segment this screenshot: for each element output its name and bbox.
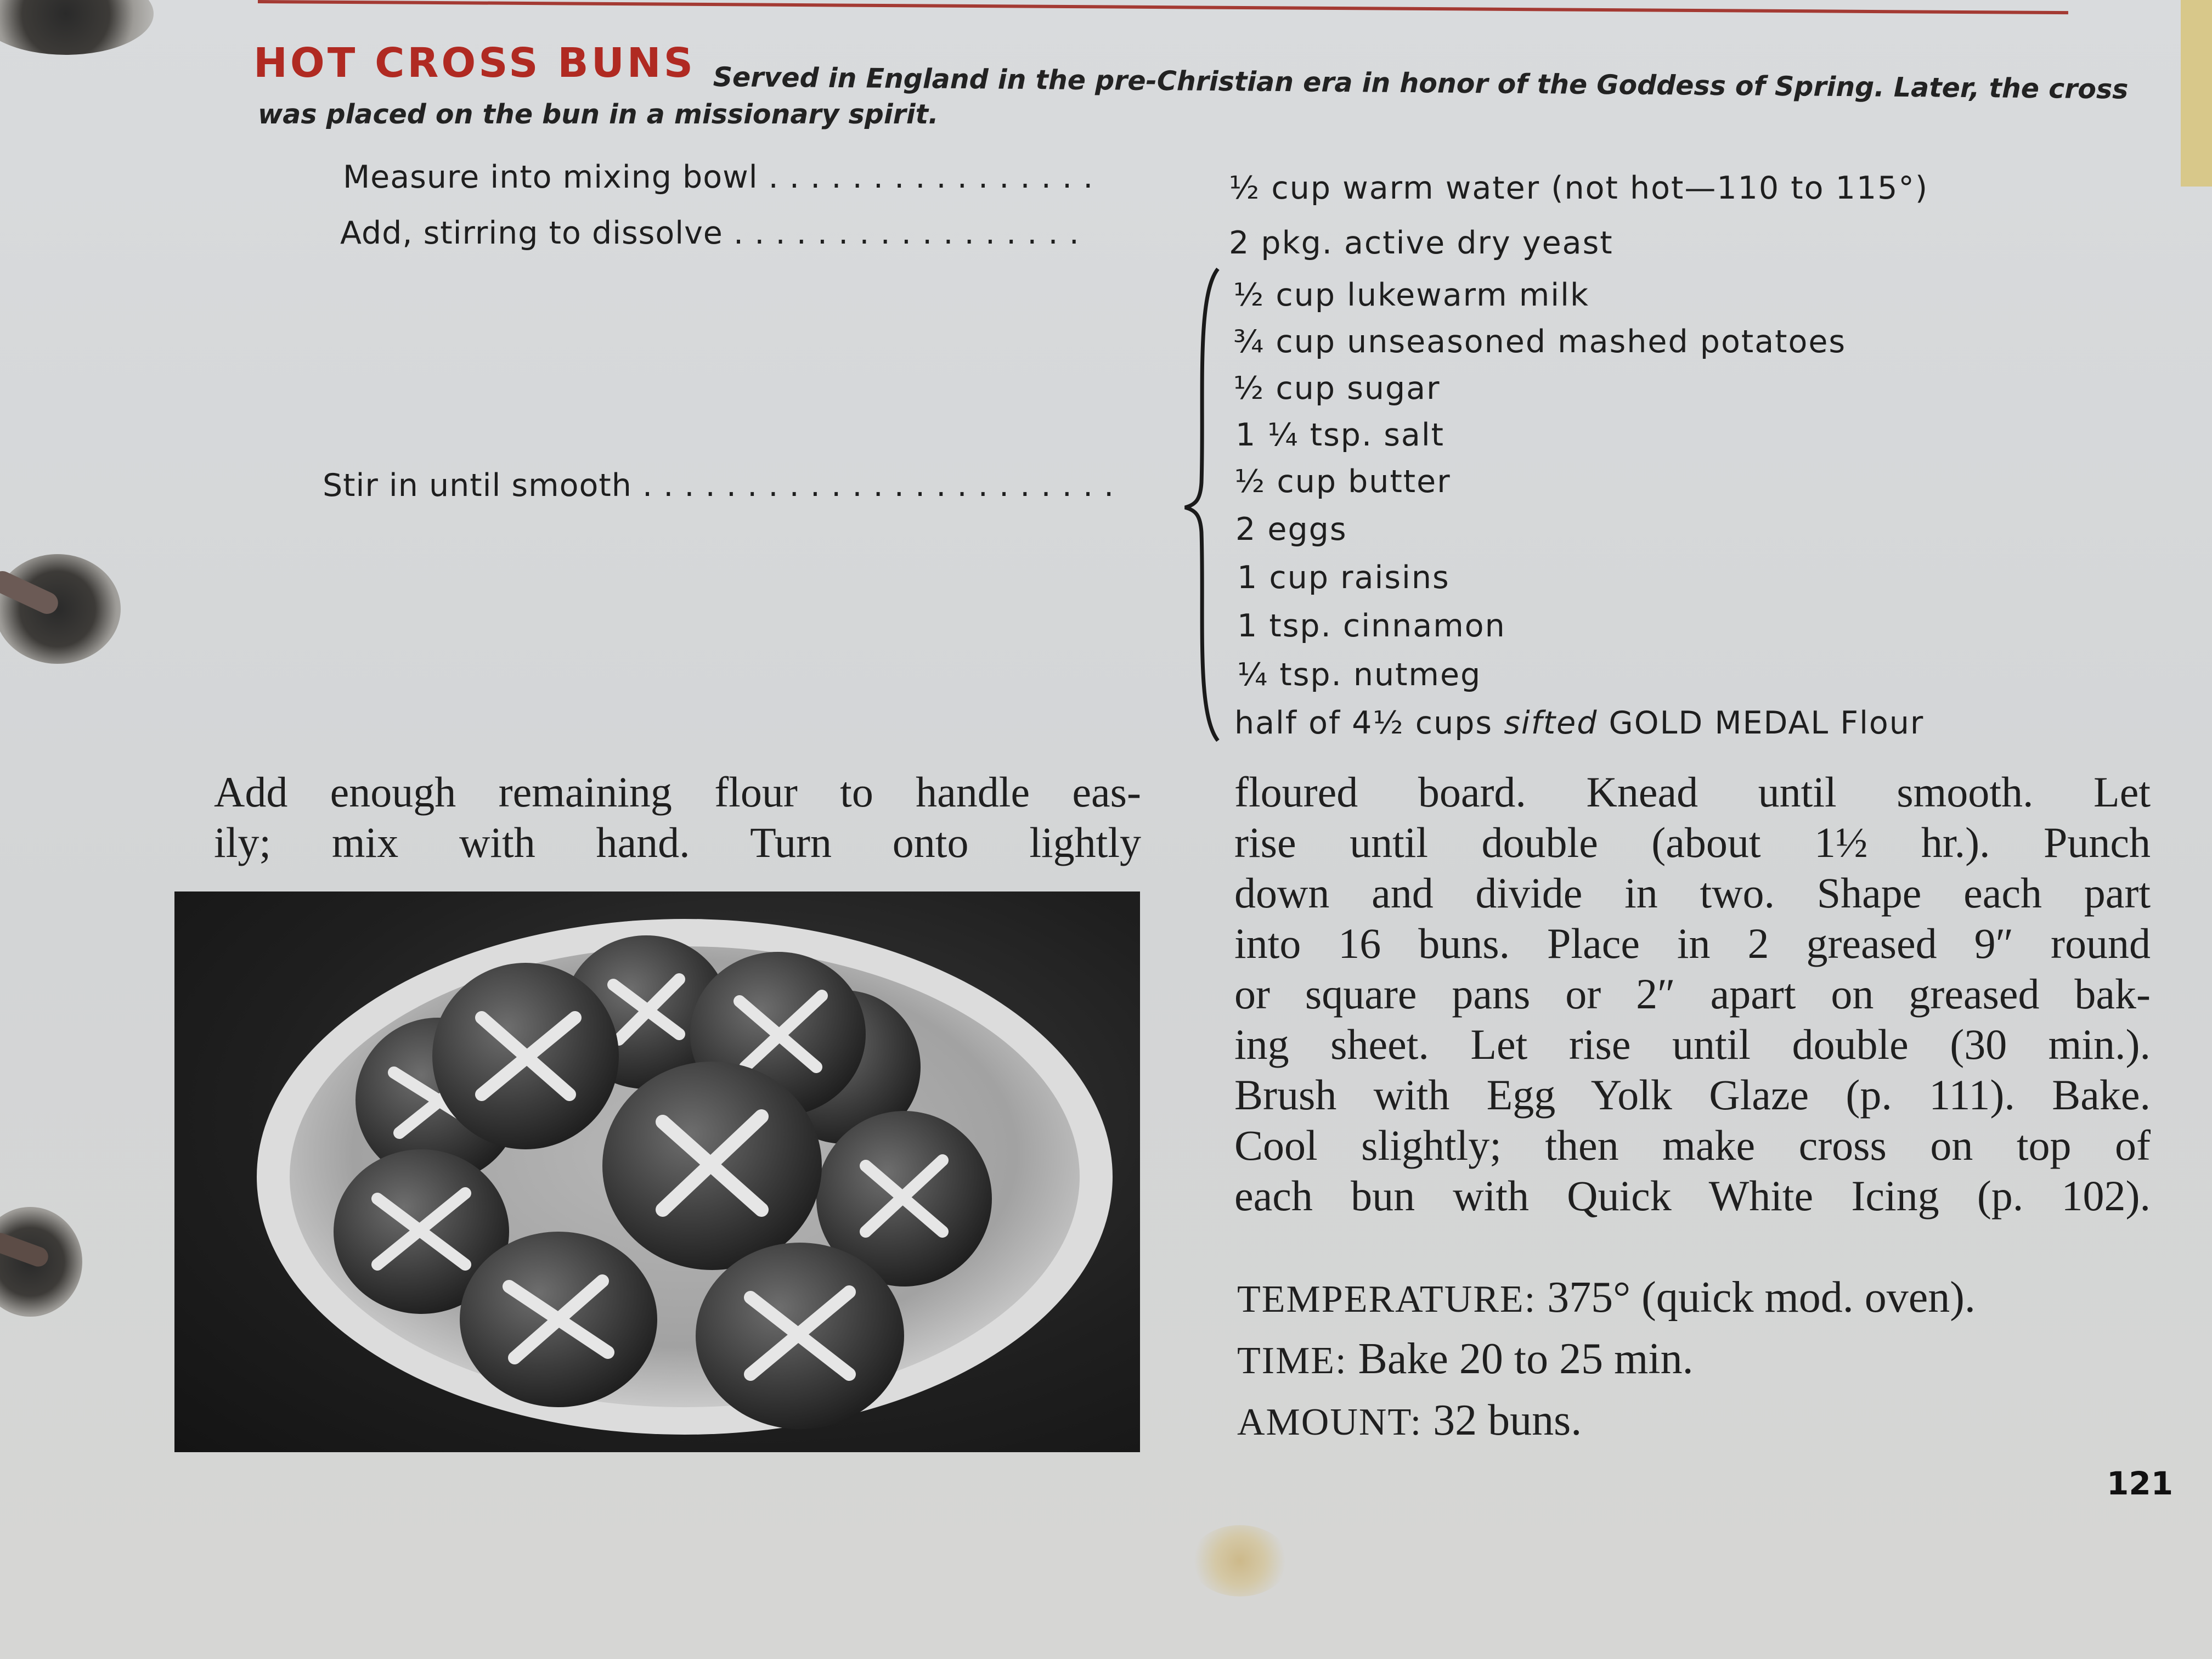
ingredient-item: 2 eggs xyxy=(1235,511,1347,548)
ingredient-item: 1 cup raisins xyxy=(1237,560,1450,596)
method-line: ily; mix with hand. Turn onto lightly xyxy=(214,819,1141,866)
method-line: down and divide in two. Shape each part xyxy=(1234,869,2151,917)
binder-ring-hole-top xyxy=(0,0,154,55)
recipe-intro-line-2: was placed on the bun in a missionary spirit. xyxy=(258,99,939,130)
method-line: each bun with Quick White Icing (p. 102). xyxy=(1234,1172,2151,1220)
method-line: Add enough remaining flour to handle eas- xyxy=(214,768,1141,816)
amount-line xyxy=(1237,1396,1582,1446)
ingredient-brace xyxy=(1174,263,1234,746)
ingredient-item: ¾ cup unseasoned mashed potatoes xyxy=(1233,324,1847,360)
amount-label: AMOUNT: xyxy=(1237,1401,1423,1443)
ingredient-item: 1 tsp. cinnamon xyxy=(1237,608,1506,644)
ingredient-item: ¼ tsp. nutmeg xyxy=(1237,657,1482,693)
temperature-label: TEMPERATURE: xyxy=(1237,1278,1537,1321)
temperature-value: 375° (quick mod. oven). xyxy=(1536,1273,1976,1322)
ingredient-item: 1 ¼ tsp. salt xyxy=(1235,417,1445,453)
step-ingredient: ½ cup warm water (not hot—110 to 115°) xyxy=(1229,170,1929,206)
method-line: floured board. Knead until smooth. Let xyxy=(1234,768,2151,816)
step-action: Add, stirring to dissolve . . . . . . . . . . . . . . . . . xyxy=(340,215,1080,251)
buns-illustration xyxy=(174,891,1140,1452)
amount-value: 32 buns. xyxy=(1422,1396,1582,1444)
flour-italic: sifted xyxy=(1504,705,1598,741)
recipe-intro-line-1: Served in England in the pre-Christian era in honor of the Goddess of Spring. Later, the cross xyxy=(713,61,2129,105)
method-line: Cool slightly; then make cross on top of xyxy=(1234,1121,2151,1169)
section-tab-edge xyxy=(2181,0,2212,187)
method-text-left xyxy=(214,767,1141,868)
hot-cross-buns-photo xyxy=(174,891,1140,1452)
ingredient-item: ½ cup lukewarm milk xyxy=(1233,277,1589,313)
header-rule xyxy=(258,0,2068,14)
method-line: or square pans or 2″ apart on greased bak- xyxy=(1234,970,2151,1018)
flour-suffix: GOLD MEDAL Flour xyxy=(1598,705,1925,741)
time-label: TIME: xyxy=(1237,1340,1347,1382)
paper-stain xyxy=(1190,1525,1289,1596)
flour-prefix: half of 4½ cups xyxy=(1234,705,1504,741)
time-value: Bake 20 to 25 min. xyxy=(1347,1335,1694,1383)
step-ingredient: 2 pkg. active dry yeast xyxy=(1229,225,1613,261)
method-line: ing sheet. Let rise until double (30 min.). xyxy=(1234,1020,2151,1068)
page-number: 121 xyxy=(2107,1465,2174,1502)
method-line: Brush with Egg Yolk Glaze (p. 111). Bake. xyxy=(1234,1071,2151,1119)
ingredient-item: ½ cup butter xyxy=(1234,464,1451,500)
step-action: Measure into mixing bowl . . . . . . . . . . . . . . . . xyxy=(343,159,1094,195)
ingredient-item: ½ cup sugar xyxy=(1233,370,1441,407)
binder-ring-hole-middle xyxy=(0,554,121,664)
recipe-title: HOT CROSS BUNS xyxy=(253,40,696,87)
method-text-right xyxy=(1234,767,2151,1221)
step-action: Stir in until smooth . . . . . . . . . . . . . . . . . . . . . . . xyxy=(323,467,1115,504)
method-line: into 16 buns. Place in 2 greased 9″ round xyxy=(1234,919,2151,967)
time-line xyxy=(1237,1334,1694,1384)
ingredient-item-flour xyxy=(1234,705,1924,741)
temperature-line xyxy=(1237,1273,1976,1323)
method-line: rise until double (about 1½ hr.). Punch xyxy=(1234,819,2151,866)
